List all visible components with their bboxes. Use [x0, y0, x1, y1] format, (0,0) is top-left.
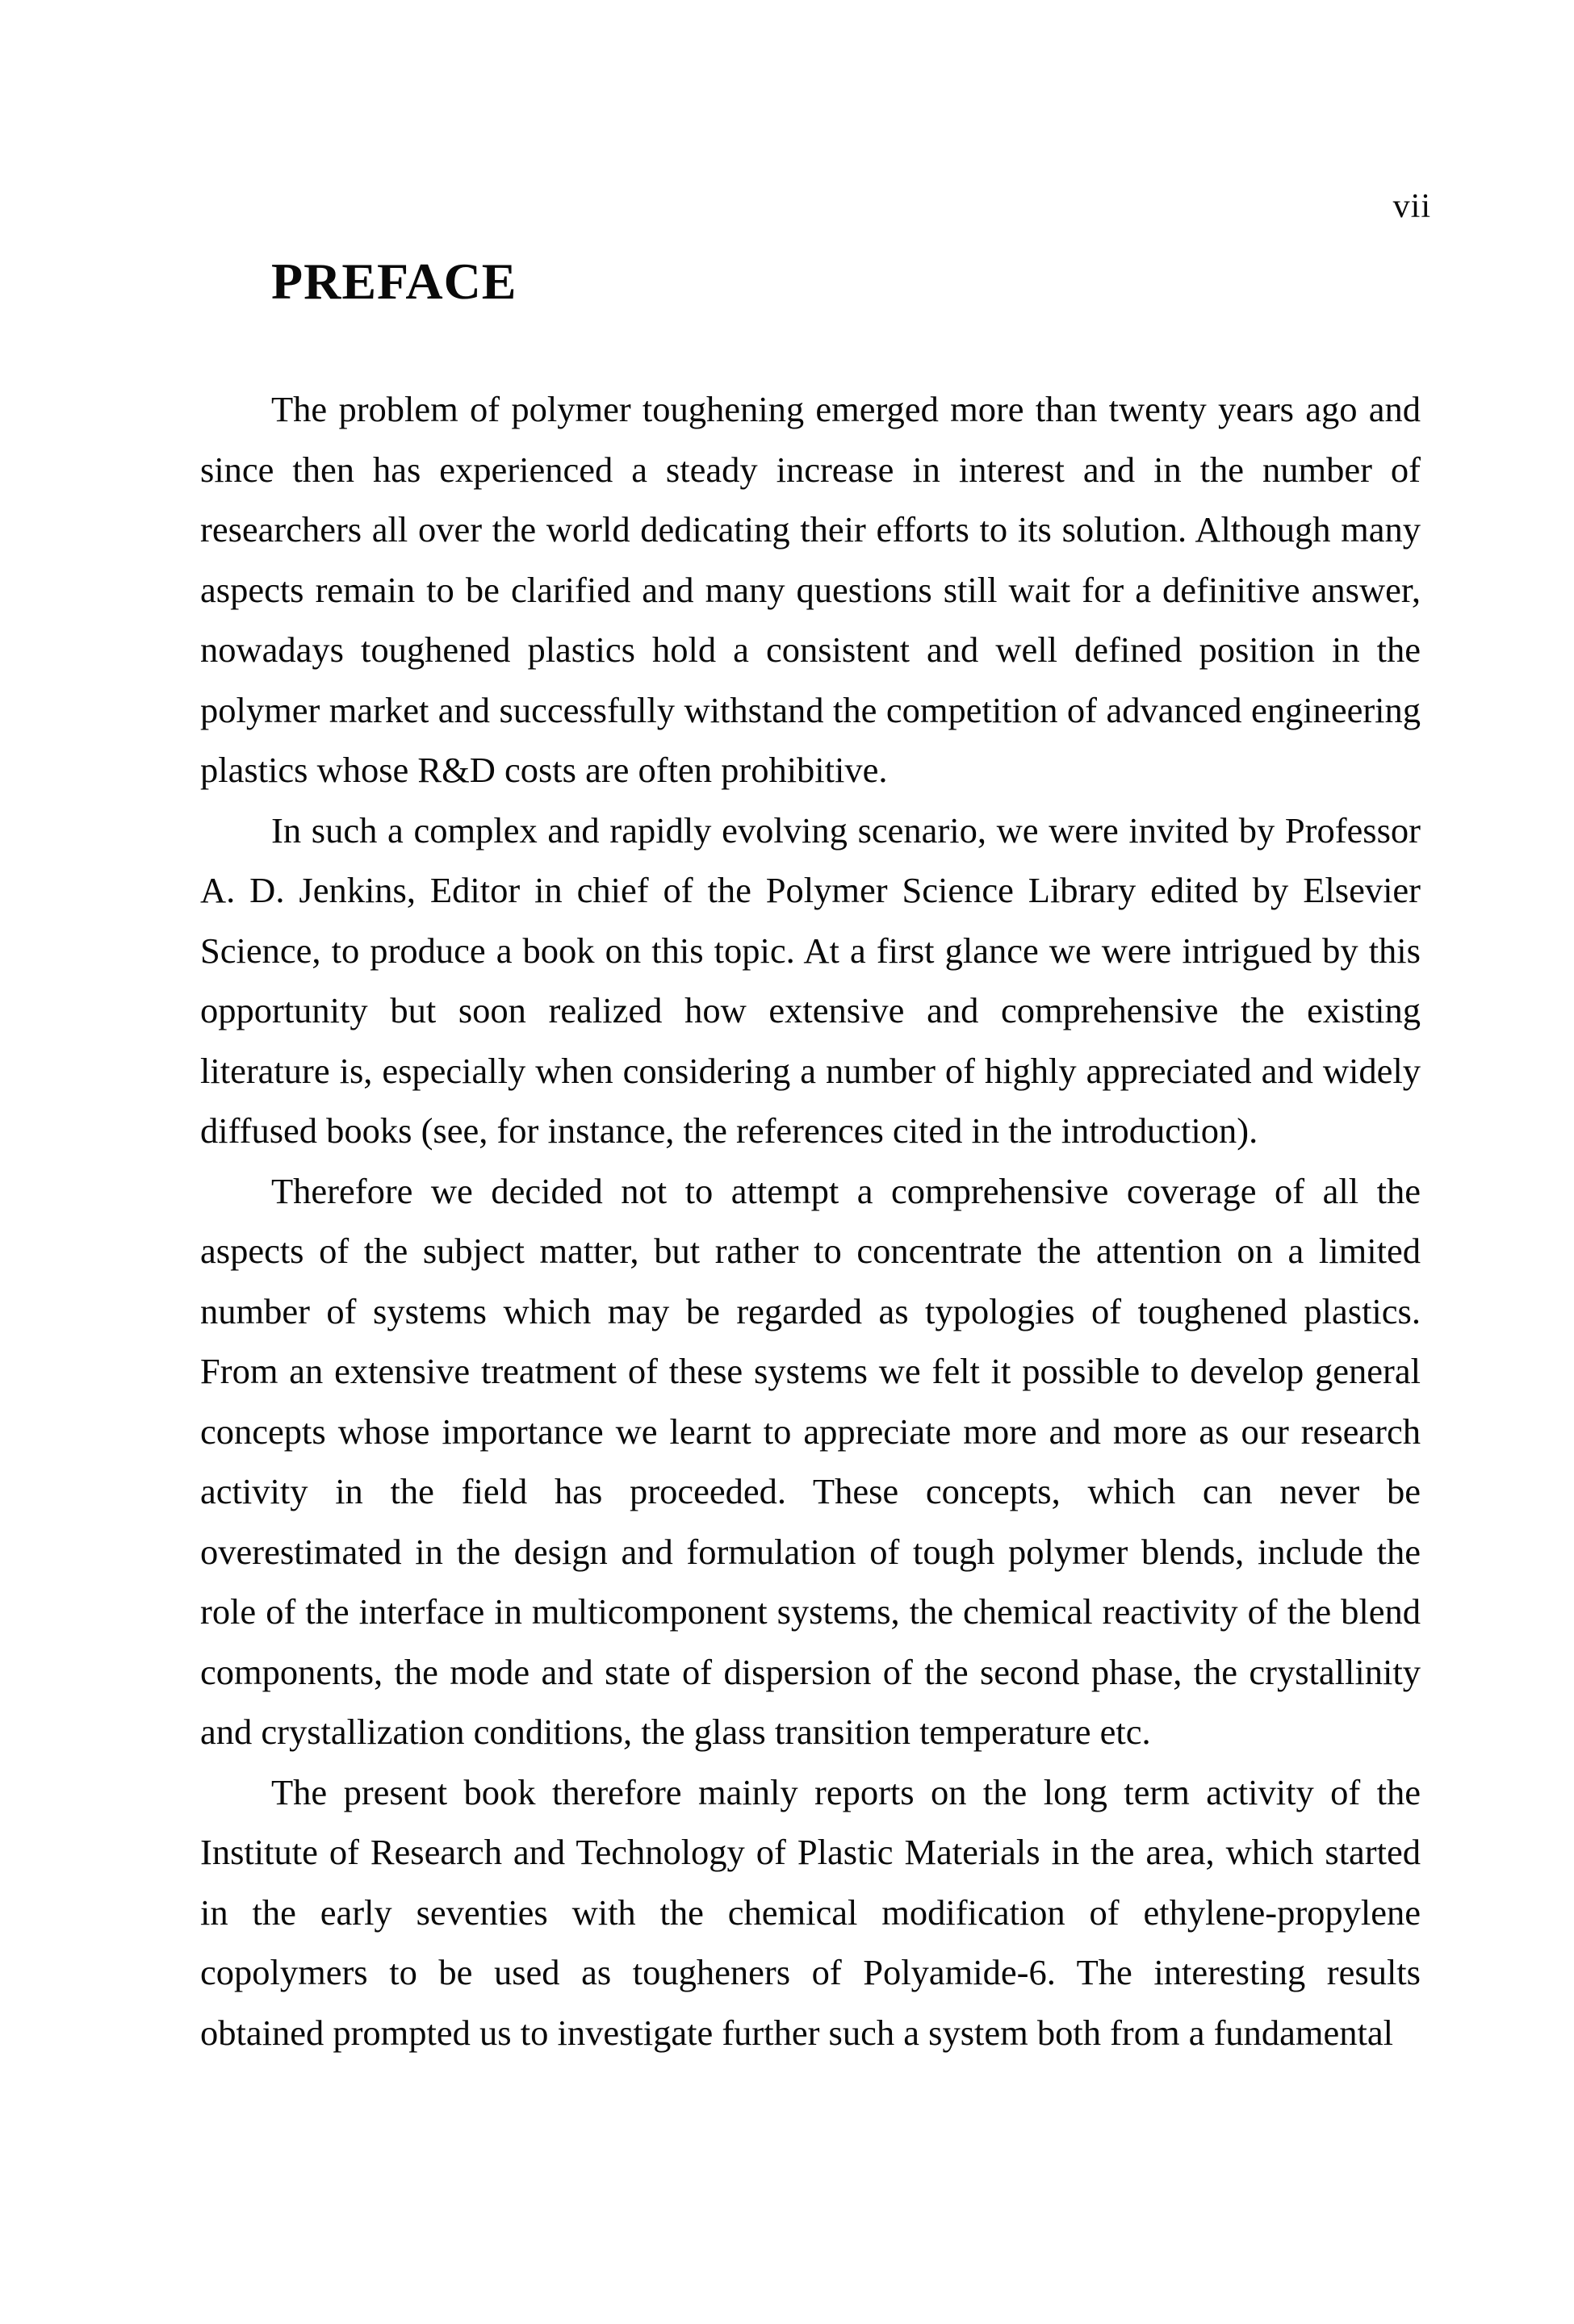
- paragraph-2: In such a complex and rapidly evolving scenario, we were invited by Professor A. D. Jenkins, Editor in chief of the Polymer Science Library edited by Elsevier Science, to produce a book on this topic. At a first glance we were intrigued by this opportunity but soon realized how extensive and comprehensive the existing literature is, especially when considering a number of highly appreciated and widely diffused books (see, for instance, the references cited in the introduction).: [200, 809, 1421, 1151]
- page-number: vii: [1392, 188, 1431, 225]
- paragraph-4: The present book therefore mainly reports on the long term activity of the Institute of Research and Technology of Plastic Materials in the area, which started in the early seventies with the chemical modification of ethylene-propylene copolymers to be used as tougheners of Polyamide-6. The interesting results obtained prompted us to investigate further such a system both from a fundamental: [200, 1771, 1421, 2053]
- page-title: PREFACE: [271, 253, 517, 310]
- paragraph-1: The problem of polymer toughening emerged more than twenty years ago and since then has experienced a steady increase in interest and in the number of researchers all over the world dedicating their efforts to its solution. Although many aspects remain to be clarified and many questions still wait for a definitive answer, nowadays toughened plastics hold a consistent and well defined position in the polymer market and successfully withstand the competition of advanced engineering plastics whose R&D costs are often prohibitive.: [200, 389, 1421, 790]
- paragraph-3: Therefore we decided not to attempt a comprehensive coverage of all the aspects of the subject matter, but rather to concentrate the attention on a limited number of systems which may be regarded as typologies of toughened plastics. From an extensive treatment of these systems we felt it possible to develop general concepts whose importance we learnt to appreciate more and more as our research activity in the field has proceeded. These concepts, which can never be overestimated in the design and formulation of tough polymer blends, include the role of the interface in multicomponent systems, the chemical reactivity of the blend components, the mode and state of dispersion of the second phase, the crystallinity and crystallization conditions, the glass transition temperature etc.: [200, 1170, 1421, 1752]
- preface-body: [200, 379, 1421, 2063]
